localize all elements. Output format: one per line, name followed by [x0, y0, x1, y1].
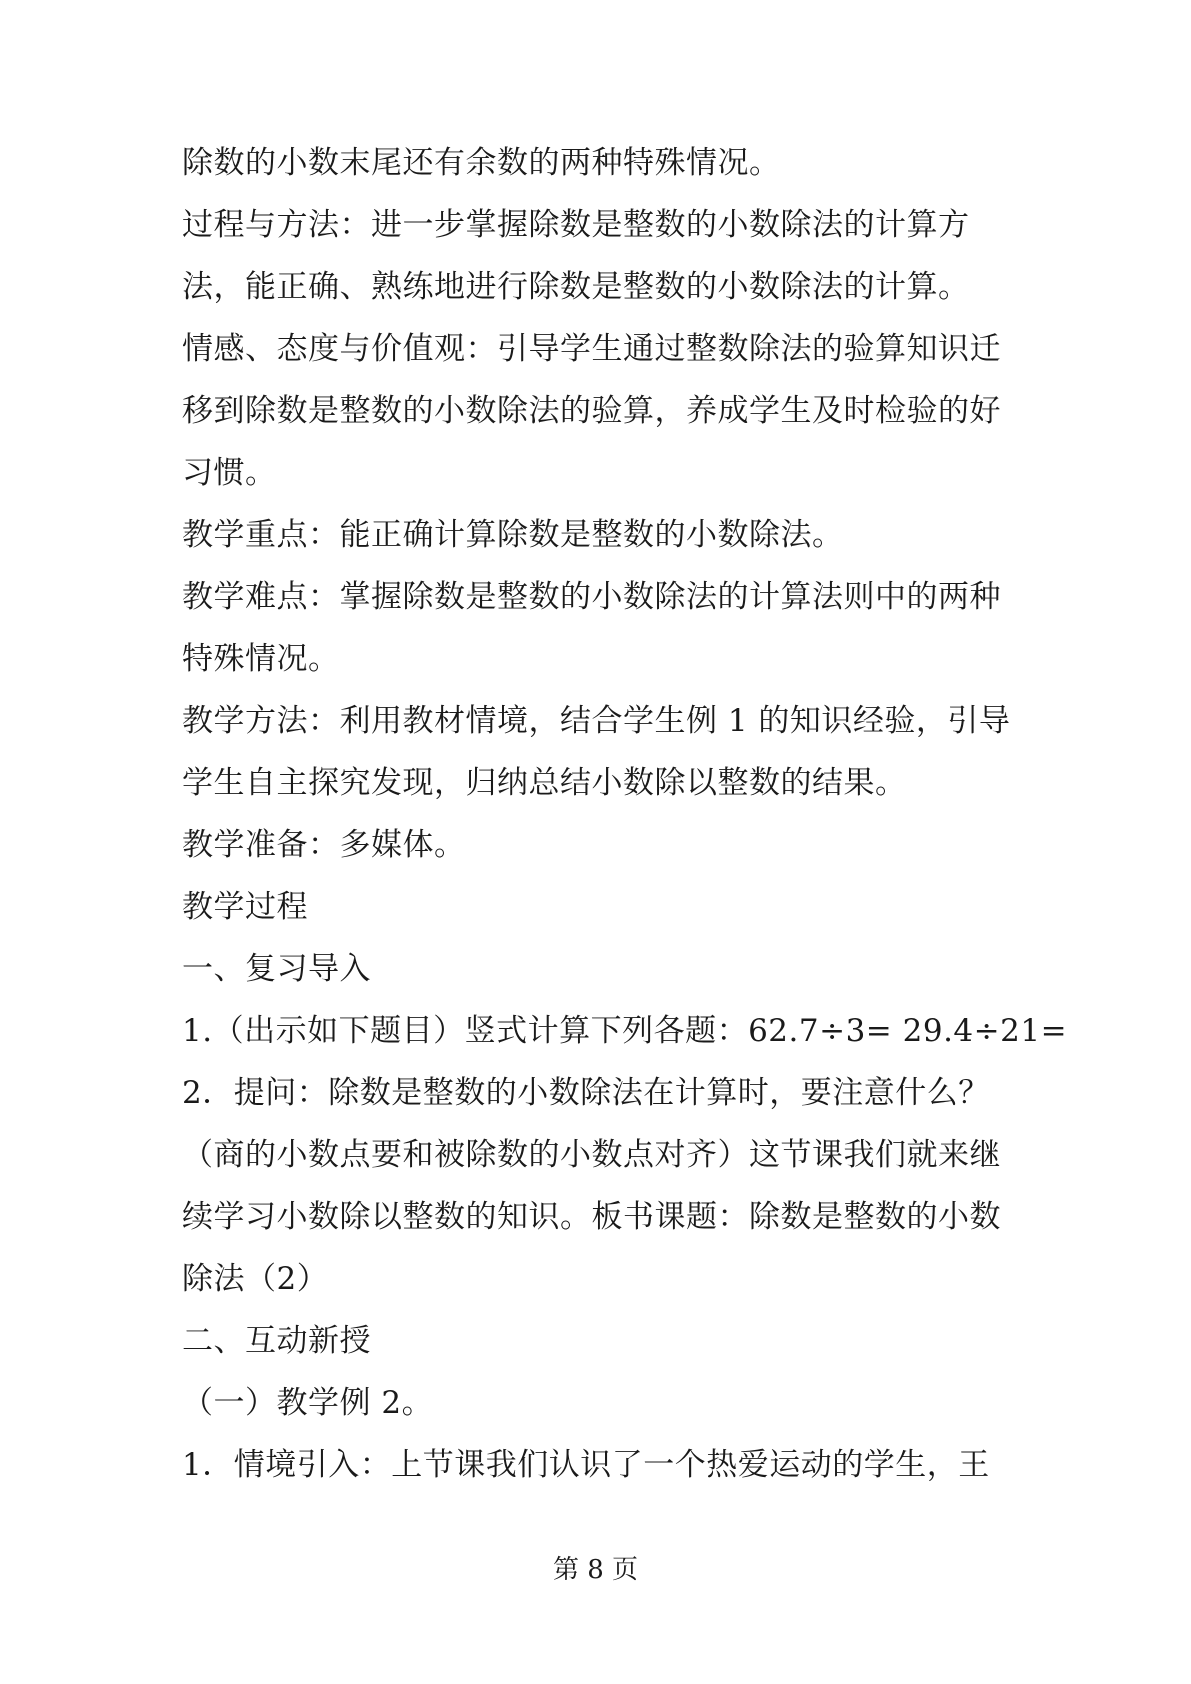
text-line: 教学难点：掌握除数是整数的小数除法的计算法则中的两种	[182, 579, 1001, 615]
subsection-heading: （一）教学例 2。	[182, 1385, 434, 1421]
text-line: 习惯。	[182, 455, 277, 491]
text-line: 除法（2）	[182, 1261, 329, 1297]
text-line: 除数的小数末尾还有余数的两种特殊情况。	[182, 145, 781, 181]
page-number: 第 8 页	[552, 1555, 639, 1585]
text-line: 法，能正确、熟练地进行除数是整数的小数除法的计算。	[182, 269, 970, 305]
text-line: 教学方法：利用教材情境，结合学生例 1 的知识经验，引导	[182, 703, 1011, 739]
document-body	[182, 132, 1068, 1496]
text-line: 1.（出示如下题目）竖式计算下列各题：62.7÷3= 29.4÷21=	[182, 1013, 1068, 1049]
text-line: 过程与方法：进一步掌握除数是整数的小数除法的计算方	[182, 207, 970, 243]
text-line: 移到除数是整数的小数除法的验算，养成学生及时检验的好	[182, 393, 1001, 429]
text-line: 教学准备：多媒体。	[182, 827, 466, 863]
text-line: 特殊情况。	[182, 641, 340, 677]
text-line: 1．情境引入：上节课我们认识了一个热爱运动的学生，王	[182, 1447, 990, 1483]
section-heading: 二、互动新授	[182, 1323, 371, 1359]
text-line: 教学重点：能正确计算除数是整数的小数除法。	[182, 517, 844, 553]
section-heading: 教学过程	[182, 889, 308, 925]
text-line: 2．提问：除数是整数的小数除法在计算时，要注意什么？	[182, 1075, 990, 1111]
section-heading: 一、复习导入	[182, 951, 371, 987]
text-line: （商的小数点要和被除数的小数点对齐）这节课我们就来继	[182, 1137, 1001, 1173]
text-line: 学生自主探究发现，归纳总结小数除以整数的结果。	[182, 765, 907, 801]
text-line: 情感、态度与价值观：引导学生通过整数除法的验算知识迁	[182, 331, 1001, 367]
text-line: 续学习小数除以整数的知识。板书课题：除数是整数的小数	[182, 1199, 1001, 1235]
